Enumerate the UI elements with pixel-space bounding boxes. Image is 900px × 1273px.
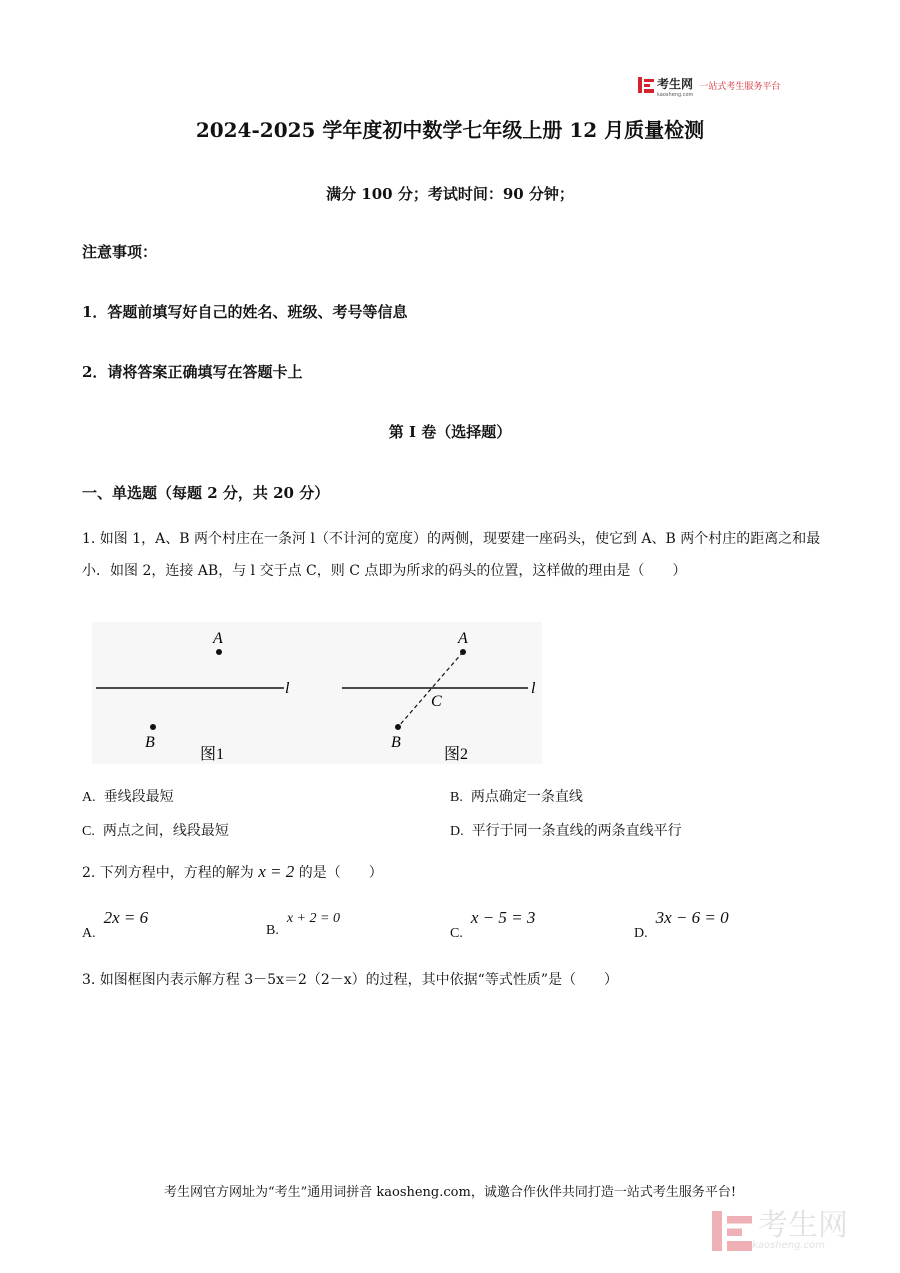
header-logo (638, 74, 808, 96)
logo-slogan: 一站式考生服务平台 (699, 81, 781, 92)
page-title: 2024-2025 学年度初中数学七年级上册 12 月质量检测 (195, 118, 705, 142)
q2-suffix: 的是（ ） (298, 865, 383, 881)
q1-option-c-text: 两点之间，线段最短 (102, 823, 229, 839)
fig2-caption: 图2 (444, 746, 469, 763)
section-title: 一、单选题（每题 2 分，共 20 分） (82, 484, 330, 502)
fig1-caption: 图1 (200, 746, 225, 763)
question-1-text: 1. 如图 1，A、B 两个村庄在一条河 l（不计河的宽度）的两侧，现要建一座码头，使它到 A、B 两个村庄的距离之和最小．如图 2，连接 AB，与 l 交于点 C，则 C 点即为所求的码头的位置，这样做的理由是（ ） (82, 531, 821, 579)
watermark-text-block (752, 1207, 848, 1251)
fig2-label-c: C (431, 693, 442, 710)
q2-option-b-math: x + 2 = 0 (286, 911, 340, 926)
fig1-point-a (216, 649, 222, 655)
q2-option-c-letter: C. (450, 926, 463, 941)
q2-prefix: 2. 下列方程中，方程的解为 (82, 865, 254, 881)
page-footer: 考生网官方网址为“考生”通用词拼音 kaosheng.com，诚邀合作伙伴共同打造一站式考生服务平台! (163, 1185, 737, 1200)
fig1-label-a: A (213, 630, 223, 647)
logo-text (657, 73, 693, 98)
fig2-label-b: B (391, 734, 401, 751)
q1-option-b[interactable] (450, 786, 583, 806)
watermark (712, 1206, 882, 1256)
q1-option-c-letter: C. (82, 824, 95, 839)
fig1-label-l: l (285, 680, 290, 697)
q2-math: x = 2 (258, 862, 295, 881)
q1-option-d-text: 平行于同一条直线的两条直线平行 (471, 823, 682, 839)
q1-option-b-letter: B. (450, 790, 463, 805)
q2-option-b[interactable] (266, 910, 340, 938)
logo-domain: kaosheng.com (657, 91, 694, 98)
notice-item-1: 1．答题前填写好自己的姓名、班级、考号等信息 (82, 303, 408, 321)
q1-option-d-letter: D. (450, 824, 464, 839)
exam-info: 满分 100 分；考试时间：90 分钟； (326, 185, 574, 203)
q2-option-c[interactable] (450, 908, 536, 941)
question-1-figure (92, 622, 542, 764)
fig1-label-b: B (145, 734, 155, 751)
q1-option-a[interactable] (82, 786, 174, 806)
q1-option-b-text: 两点确定一条直线 (470, 789, 583, 805)
q1-option-a-letter: A. (82, 790, 96, 805)
fig2-point-b (395, 724, 401, 730)
fig2-point-a (460, 649, 466, 655)
q2-option-b-letter: B. (266, 923, 279, 938)
q1-option-c[interactable] (82, 820, 229, 840)
notice-heading: 注意事项： (82, 243, 158, 261)
watermark-logo-icon (712, 1209, 752, 1253)
logo-icon (638, 77, 654, 93)
fig1-point-b (150, 724, 156, 730)
question-2-text (82, 862, 383, 882)
q2-option-c-math: x − 5 = 3 (470, 908, 536, 927)
fig2-label-l: l (531, 680, 536, 697)
notice-item-2: 2．请将答案正确填写在答题卡上 (82, 363, 303, 381)
q1-option-a-text: 垂线段最短 (103, 789, 174, 805)
figure-background (92, 622, 542, 764)
question-3-text: 3. 如图框图内表示解方程 3－5x＝2（2－x）的过程，其中依据“等式性质”是（ ） (82, 972, 618, 988)
q2-option-a[interactable] (82, 908, 149, 941)
fig2-label-a: A (458, 630, 468, 647)
q2-option-d-math: 3x − 6 = 0 (655, 908, 729, 927)
q2-option-a-math: 2x = 6 (103, 908, 149, 927)
q2-option-d[interactable] (634, 908, 729, 941)
watermark-text: 考生网 (758, 1207, 848, 1243)
q2-option-a-letter: A. (82, 926, 96, 941)
q2-option-d-letter: D. (634, 926, 648, 941)
part-title: 第 I 卷（选择题） (388, 423, 512, 441)
watermark-domain: kaosheng.com (752, 1239, 825, 1251)
q1-option-d[interactable] (450, 820, 682, 840)
logo-name: 考生网 (657, 76, 694, 91)
